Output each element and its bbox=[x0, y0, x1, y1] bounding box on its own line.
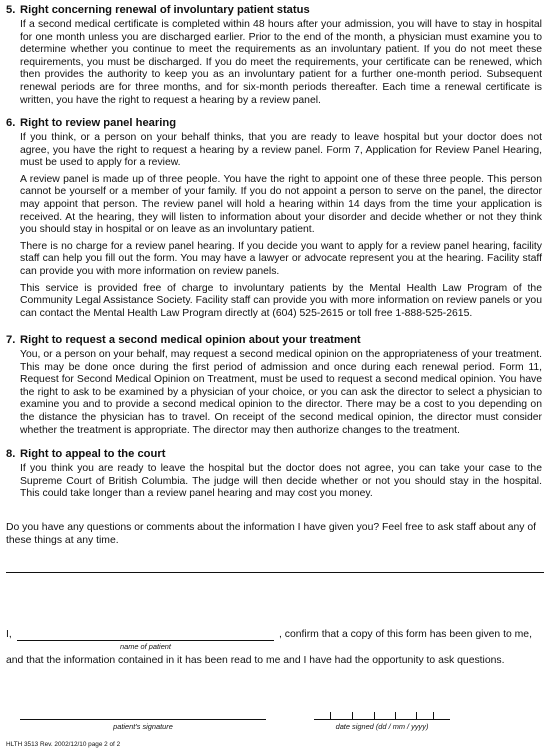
confirmation-second-line: and that the information contained in it has been read to me and I have had the opportunity to ask questions. bbox=[6, 655, 505, 666]
section-title: Right concerning renewal of involuntary patient status bbox=[20, 4, 310, 16]
patient-name-caption: name of patient bbox=[120, 642, 171, 651]
section-title: Right to appeal to the court bbox=[20, 448, 166, 460]
section-title: Right to request a second medical opinion about your treatment bbox=[20, 334, 361, 346]
patient-signature-field[interactable] bbox=[20, 719, 266, 720]
date-separator-tick bbox=[395, 712, 396, 719]
date-signed-caption: date signed (dd / mm / yyyy) bbox=[335, 722, 429, 731]
section-7 bbox=[6, 334, 542, 437]
section-heading: 5. Right concerning renewal of involuntary patient status bbox=[6, 4, 310, 16]
form-footer: HLTH 3513 Rev. 2002/12/10 page 2 of 2 bbox=[6, 741, 121, 748]
section-paragraph: There is no charge for a review panel hearing. If you decide you want to apply for a review panel hearing, facility staff can help you fill out the form. You may have a lawyer or advocate represent you at the hearing. Facility staff can provide you with more information on review panels. bbox=[20, 240, 542, 277]
section-paragraph: This service is provided free of charge to involuntary patients by the Mental Health Law Program of the Community Legal Assistance Society. Facility staff can provide you with more information on review panels or you can contact the Mental Health Law Program directly at (604) 525-2615 or toll free 1-888-525-2615. bbox=[20, 282, 542, 319]
section-heading: 7. Right to request a second medical opinion about your treatment bbox=[6, 334, 361, 346]
date-separator-tick bbox=[330, 712, 331, 719]
section-paragraph: If you think you are ready to leave the hospital but the doctor does not agree, you can take your case to the Supreme Court of British Columbia. The judge will then decide whether or not you should stay in the hospital. This could take longer than a review panel hearing and may cost you money. bbox=[20, 463, 542, 500]
section-paragraph: You, or a person on your behalf, may request a second medical opinion on the appropriateness of your treatment. This may be done once during the first period of admission and once during each renewal period. Form 11, Request for Second Medical Opinion on Treatment, must be used to request a second medical opinion. You have the right to ask to be examined by a physician of your choice, or you can ask the director to select a physician to examine you and to provide a second medical opinion to the director. There may be a cost to you depending on the distance the physician has to travel. On receipt of the second medical opinion, the director must consider whether the treatment is appropriate. The director may then authorize changes to the treatment. bbox=[20, 349, 542, 436]
section-heading: 6. Right to review panel hearing bbox=[6, 117, 177, 129]
date-separator-tick bbox=[433, 712, 434, 719]
date-separator-tick bbox=[374, 712, 375, 719]
date-separator-tick bbox=[352, 712, 353, 719]
section-heading: 8. Right to appeal to the court bbox=[6, 448, 166, 460]
patient-signature-caption: patient's signature bbox=[113, 722, 173, 731]
patient-name-field[interactable] bbox=[17, 640, 274, 641]
section-paragraph: If you think, or a person on your behalf thinks, that you are ready to leave hospital but your doctor does not agree, you have the right to request a hearing by a review panel. Form 7, Application for Review Panel Hearing, must be used to apply for a review. bbox=[20, 132, 542, 169]
section-paragraph: If a second medical certificate is completed within 48 hours after your admission, you will have to stay in hospital for one month unless you are discharged earlier. Prior to the end of the month, a physician must examine you to determine whether you continue to meet the requirements as an involuntary patient. If you do not meet these requirements, you must be discharged. If you do meet the requirements, your certificate can be renewed, which then provides the authority to keep you as an involuntary patient for a further one-month period. Subsequent renewal periods are for three months, and for six-month periods thereafter. Each time a renewal certificate is written, you have the right to request a hearing by a review panel. bbox=[20, 19, 542, 106]
confirmation-prefix: I, bbox=[6, 629, 12, 640]
date-separator-tick bbox=[416, 712, 417, 719]
confirmation-text: , confirm that a copy of this form has been given to me, bbox=[279, 629, 532, 640]
section-title: Right to review panel hearing bbox=[20, 117, 177, 129]
date-signed-field[interactable] bbox=[314, 719, 450, 720]
section-8 bbox=[6, 448, 542, 501]
closing-question: Do you have any questions or comments about the information I have given you? Feel free to ask staff about any of these things at any time. bbox=[6, 522, 537, 546]
divider-rule bbox=[6, 572, 544, 573]
section-paragraph: A review panel is made up of three people. You have the right to appoint one of these three people. This person cannot be yourself or a member of your family. If you do not appoint a person to serve on the panel, the director may appoint that person. The review panel will hold a hearing within 14 days from the time your application is received. At the hearing, they will listen to information about your disorder and decide whether or not they think you should stay in hospital or on leave as an involuntary patient. bbox=[20, 173, 542, 236]
section-5 bbox=[6, 4, 542, 107]
section-6 bbox=[6, 117, 542, 320]
